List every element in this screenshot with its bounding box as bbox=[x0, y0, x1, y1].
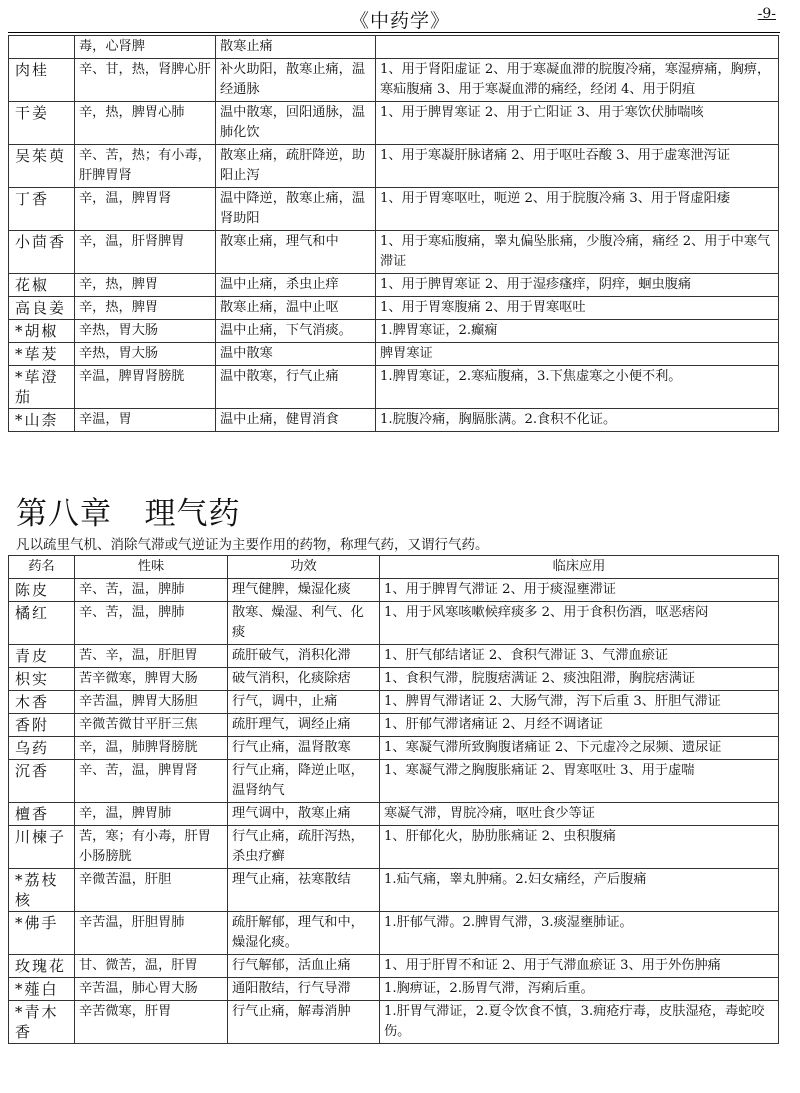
herb-name-cell: 川楝子 bbox=[9, 826, 75, 869]
taste-cell: 苦、辛，温，肝胆胃 bbox=[75, 645, 228, 668]
herb-name-cell: 乌药 bbox=[9, 737, 75, 760]
taste-cell: 苦辛微寒，脾胃大肠 bbox=[75, 668, 228, 691]
taste-cell: 辛热，胃大肠 bbox=[75, 343, 216, 366]
taste-cell: 辛温，胃 bbox=[75, 409, 216, 432]
taste-cell: 辛、苦，温，脾胃肾 bbox=[75, 760, 228, 803]
use-cell: 1.疝气痛，睾丸肿痛。2.妇女痛经，产后腹痛 bbox=[380, 869, 779, 912]
taste-cell: 辛，温，脾胃肾 bbox=[75, 188, 216, 231]
table-row bbox=[9, 188, 779, 231]
page-number: -9- bbox=[757, 6, 776, 22]
table-row bbox=[9, 36, 779, 59]
table-row bbox=[9, 714, 779, 737]
use-cell: 1、用于胃寒呕吐，呃逆 2、用于脘腹冷痛 3、用于肾虚阳痿 bbox=[376, 188, 779, 231]
table-row bbox=[9, 59, 779, 102]
herb-name-cell: 沉香 bbox=[9, 760, 75, 803]
table-row bbox=[9, 912, 779, 955]
effect-cell: 行气止痛，降逆止呕，温肾纳气 bbox=[228, 760, 380, 803]
table-row bbox=[9, 409, 779, 432]
effect-cell: 行气止痛，疏肝泻热，杀虫疗癣 bbox=[228, 826, 380, 869]
chapter-heading: 第八章 理气药 bbox=[16, 496, 241, 532]
herb-table-qi-regulating bbox=[8, 555, 779, 1044]
effect-cell: 理气健脾，燥湿化痰 bbox=[228, 579, 380, 602]
taste-cell: 苦，寒；有小毒，肝胃小肠膀胱 bbox=[75, 826, 228, 869]
table-row bbox=[9, 297, 779, 320]
herb-name-cell: 香附 bbox=[9, 714, 75, 737]
use-cell: 脾胃寒证 bbox=[376, 343, 779, 366]
effect-cell: 温中止痛，健胃消食 bbox=[216, 409, 376, 432]
use-cell: 1、用于肝胃不和证 2、用于气滞血瘀证 3、用于外伤肿痛 bbox=[380, 955, 779, 978]
taste-cell: 辛，温，脾胃肺 bbox=[75, 803, 228, 826]
table-row bbox=[9, 645, 779, 668]
use-cell: 1.脘腹冷痛，胸膈胀满。2.食积不化证。 bbox=[376, 409, 779, 432]
effect-cell: 散寒止痛，理气和中 bbox=[216, 231, 376, 274]
use-cell: 1、食积气滞，脘腹痞满证 2、痰浊阻滞，胸脘痞满证 bbox=[380, 668, 779, 691]
effect-cell: 散寒、燥湿、利气、化痰 bbox=[228, 602, 380, 645]
document-title: 《中药学》 bbox=[349, 10, 450, 32]
effect-cell: 温中降逆，散寒止痛，温肾助阳 bbox=[216, 188, 376, 231]
use-cell: 寒凝气滞，胃脘冷痛，呕吐食少等证 bbox=[380, 803, 779, 826]
table-row bbox=[9, 366, 779, 409]
taste-cell: 辛温，脾胃肾膀胱 bbox=[75, 366, 216, 409]
col-header-effect: 功效 bbox=[228, 556, 380, 579]
effect-cell: 补火助阳，散寒止痛，温经通脉 bbox=[216, 59, 376, 102]
effect-cell: 温中散寒 bbox=[216, 343, 376, 366]
taste-cell: 辛苦温，脾胃大肠胆 bbox=[75, 691, 228, 714]
effect-cell: 疏肝解郁，理气和中，燥湿化痰。 bbox=[228, 912, 380, 955]
taste-cell: 辛，温，肝肾脾胃 bbox=[75, 231, 216, 274]
col-header-taste: 性味 bbox=[75, 556, 228, 579]
taste-cell: 辛、苦，热；有小毒，肝脾胃肾 bbox=[75, 145, 216, 188]
table-row bbox=[9, 231, 779, 274]
herb-name-cell: *荔枝核 bbox=[9, 869, 75, 912]
use-cell: 1.脾胃寒证，2.癫痫 bbox=[376, 320, 779, 343]
taste-cell: 辛，热，脾胃 bbox=[75, 274, 216, 297]
taste-cell: 辛，温，肺脾肾膀胱 bbox=[75, 737, 228, 760]
table-row bbox=[9, 145, 779, 188]
taste-cell: 辛苦温，肝胆胃肺 bbox=[75, 912, 228, 955]
use-cell: 1、用于脾胃寒证 2、用于湿疹瘙痒，阴痒，蛔虫腹痛 bbox=[376, 274, 779, 297]
header-rule bbox=[8, 32, 780, 33]
effect-cell: 疏肝破气，消积化滞 bbox=[228, 645, 380, 668]
herb-name-cell: *山柰 bbox=[9, 409, 75, 432]
effect-cell: 理气止痛，祛寒散结 bbox=[228, 869, 380, 912]
herb-name-cell: 玫瑰花 bbox=[9, 955, 75, 978]
taste-cell: 甘、微苦，温，肝胃 bbox=[75, 955, 228, 978]
herb-name-cell: 檀香 bbox=[9, 803, 75, 826]
use-cell: 1、用于脾胃寒证 2、用于亡阳证 3、用于寒饮伏肺喘咳 bbox=[376, 102, 779, 145]
effect-cell: 温中散寒，回阳通脉，温肺化饮 bbox=[216, 102, 376, 145]
herb-name-cell: *荜茇 bbox=[9, 343, 75, 366]
taste-cell: 辛微苦温，肝胆 bbox=[75, 869, 228, 912]
table-row bbox=[9, 1001, 779, 1044]
use-cell: 1、用于寒凝肝脉诸痛 2、用于呕吐吞酸 3、用于虚寒泄泻证 bbox=[376, 145, 779, 188]
herb-name-cell: 木香 bbox=[9, 691, 75, 714]
effect-cell: 散寒止痛，疏肝降逆，助阳止泻 bbox=[216, 145, 376, 188]
use-cell: 1、寒凝气滞之胸腹胀痛证 2、胃寒呕吐 3、用于虚喘 bbox=[380, 760, 779, 803]
herb-name-cell: *薤白 bbox=[9, 978, 75, 1001]
herb-name-cell: 吴茱萸 bbox=[9, 145, 75, 188]
page-header bbox=[0, 0, 800, 34]
use-cell: 1、用于寒疝腹痛，睾丸偏坠胀痛，少腹冷痛，痛经 2、用于中寒气滞证 bbox=[376, 231, 779, 274]
table-row bbox=[9, 691, 779, 714]
herb-name-cell: 高良姜 bbox=[9, 297, 75, 320]
use-cell: 1、肝郁化火，胁肋胀痛证 2、虫积腹痛 bbox=[380, 826, 779, 869]
effect-cell: 行气止痛，温肾散寒 bbox=[228, 737, 380, 760]
effect-cell: 散寒止痛，温中止呕 bbox=[216, 297, 376, 320]
herb-table-body bbox=[9, 36, 779, 432]
herb-name-cell: *荜澄茄 bbox=[9, 366, 75, 409]
taste-cell: 辛苦微寒，肝胃 bbox=[75, 1001, 228, 1044]
herb-name-cell: 肉桂 bbox=[9, 59, 75, 102]
use-cell: 1、用于脾胃气滞证 2、用于痰湿壅滞证 bbox=[380, 579, 779, 602]
table-row bbox=[9, 320, 779, 343]
use-cell: 1、脾胃气滞诸证 2、大肠气滞，泻下后重 3、肝胆气滞证 bbox=[380, 691, 779, 714]
effect-cell: 通阳散结，行气导滞 bbox=[228, 978, 380, 1001]
effect-cell: 散寒止痛 bbox=[216, 36, 376, 59]
effect-cell: 温中散寒，行气止痛 bbox=[216, 366, 376, 409]
effect-cell: 温中止痛，下气消痰。 bbox=[216, 320, 376, 343]
taste-cell: 辛，热，脾胃 bbox=[75, 297, 216, 320]
herb-name-cell: 陈皮 bbox=[9, 579, 75, 602]
herb-table-warm-interior bbox=[8, 35, 779, 432]
use-cell: 1.胸痹证，2.肠胃气滞，泻痢后重。 bbox=[380, 978, 779, 1001]
effect-cell: 行气，调中，止痛 bbox=[228, 691, 380, 714]
use-cell bbox=[376, 36, 779, 59]
table-row bbox=[9, 579, 779, 602]
table-row bbox=[9, 668, 779, 691]
use-cell: 1.脾胃寒证，2.寒疝腹痛，3.下焦虚寒之小便不利。 bbox=[376, 366, 779, 409]
table-row bbox=[9, 343, 779, 366]
effect-cell: 行气解郁，活血止痛 bbox=[228, 955, 380, 978]
herb-name-cell: *青木香 bbox=[9, 1001, 75, 1044]
table-header-row bbox=[9, 556, 779, 579]
herb-name-cell: 丁香 bbox=[9, 188, 75, 231]
table-row bbox=[9, 955, 779, 978]
chapter-intro: 凡以疏里气机、消除气滞或气逆证为主要作用的药物，称理气药，又谓行气药。 bbox=[16, 537, 489, 553]
use-cell: 1、寒凝气滞所致胸腹诸痛证 2、下元虚冷之尿频、遗尿证 bbox=[380, 737, 779, 760]
table-row bbox=[9, 803, 779, 826]
herb-table-body bbox=[9, 579, 779, 1044]
use-cell: 1、肝郁气滞诸痛证 2、月经不调诸证 bbox=[380, 714, 779, 737]
herb-name-cell: *胡椒 bbox=[9, 320, 75, 343]
use-cell: 1、用于肾阳虚证 2、用于寒凝血滞的脘腹冷痛，寒湿痹痛，胸痹，寒疝腹痛 3、用于寒凝血滞的痛经，经闭 4、用于阴疽 bbox=[376, 59, 779, 102]
table-row bbox=[9, 869, 779, 912]
table-row bbox=[9, 274, 779, 297]
herb-name-cell: 花椒 bbox=[9, 274, 75, 297]
herb-name-cell: *佛手 bbox=[9, 912, 75, 955]
herb-name-cell: 橘红 bbox=[9, 602, 75, 645]
col-header-name: 药名 bbox=[9, 556, 75, 579]
effect-cell: 行气止痛，解毒消肿 bbox=[228, 1001, 380, 1044]
taste-cell: 辛，热，脾胃心肺 bbox=[75, 102, 216, 145]
herb-name-cell bbox=[9, 36, 75, 59]
effect-cell: 疏肝理气，调经止痛 bbox=[228, 714, 380, 737]
herb-name-cell: 干姜 bbox=[9, 102, 75, 145]
table-row bbox=[9, 978, 779, 1001]
table-row bbox=[9, 102, 779, 145]
table-row bbox=[9, 737, 779, 760]
taste-cell: 辛、甘，热，肾脾心肝 bbox=[75, 59, 216, 102]
taste-cell: 辛微苦微甘平肝三焦 bbox=[75, 714, 228, 737]
taste-cell: 毒，心肾脾 bbox=[75, 36, 216, 59]
effect-cell: 温中止痛，杀虫止痒 bbox=[216, 274, 376, 297]
use-cell: 1、用于风寒咳嗽候痒痰多 2、用于食积伤酒，呕恶痞闷 bbox=[380, 602, 779, 645]
effect-cell: 理气调中，散寒止痛 bbox=[228, 803, 380, 826]
col-header-use: 临床应用 bbox=[380, 556, 779, 579]
table-row bbox=[9, 602, 779, 645]
table-row bbox=[9, 760, 779, 803]
herb-name-cell: 枳实 bbox=[9, 668, 75, 691]
use-cell: 1、肝气郁结诸证 2、食积气滞证 3、气滞血瘀证 bbox=[380, 645, 779, 668]
effect-cell: 破气消积，化痰除痞 bbox=[228, 668, 380, 691]
taste-cell: 辛、苦，温，脾肺 bbox=[75, 579, 228, 602]
herb-name-cell: 小茴香 bbox=[9, 231, 75, 274]
use-cell: 1、用于胃寒腹痛 2、用于胃寒呕吐 bbox=[376, 297, 779, 320]
taste-cell: 辛苦温，肺心胃大肠 bbox=[75, 978, 228, 1001]
taste-cell: 辛热，胃大肠 bbox=[75, 320, 216, 343]
herb-name-cell: 青皮 bbox=[9, 645, 75, 668]
use-cell: 1.肝胃气滞证，2.夏令饮食不慎，3.痈疮疔毒，皮肤湿疮，毒蛇咬伤。 bbox=[380, 1001, 779, 1044]
use-cell: 1.肝郁气滞。2.脾胃气滞，3.痰湿壅肺证。 bbox=[380, 912, 779, 955]
taste-cell: 辛、苦，温，脾肺 bbox=[75, 602, 228, 645]
table-row bbox=[9, 826, 779, 869]
